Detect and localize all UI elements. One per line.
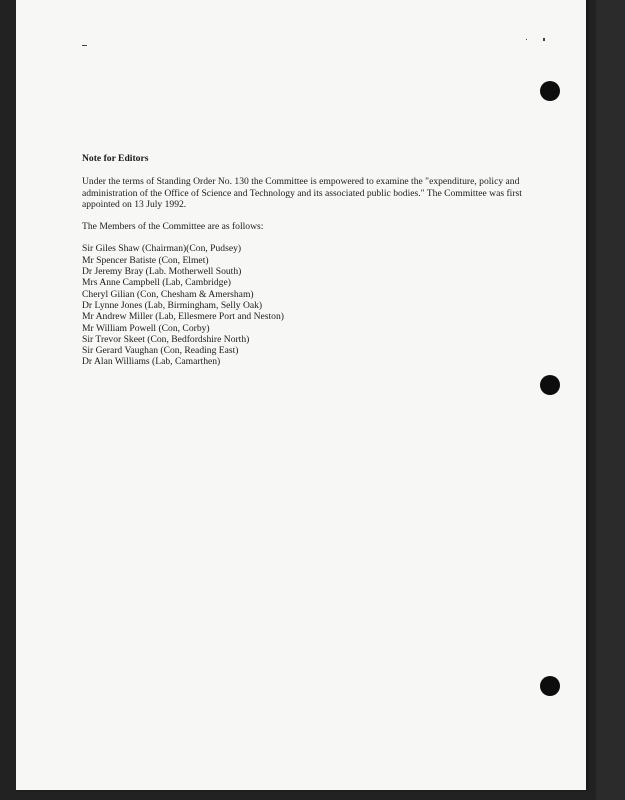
- scan-speck: [82, 45, 87, 46]
- scan-speck: [543, 38, 545, 41]
- members-intro: The Members of the Committee are as follows:: [82, 221, 264, 233]
- member-item: Sir Trevor Skeet (Con, Bedfordshire North): [82, 333, 250, 345]
- punch-hole-bottom: [540, 676, 560, 696]
- scan-speck: [526, 39, 527, 40]
- member-item: Dr Jeremy Bray (Lab. Motherwell South): [82, 266, 242, 278]
- member-item: Cheryl Gilian (Con, Chesham & Amersham): [82, 288, 254, 300]
- member-item: Mr William Powell (Con, Corby): [82, 322, 210, 334]
- member-item: Mr Andrew Miller (Lab, Ellesmere Port and Neston): [82, 311, 284, 323]
- punch-hole-middle: [540, 375, 560, 395]
- member-item: Dr Lynne Jones (Lab, Birmingham, Selly Oak): [82, 299, 263, 311]
- note-for-editors: [82, 153, 542, 368]
- member-item: Sir Giles Shaw (Chairman)(Con, Pudsey): [82, 243, 242, 255]
- binder-edge: [596, 0, 625, 800]
- member-item: Sir Gerard Vaughan (Con, Reading East): [82, 345, 239, 357]
- member-item: Mrs Anne Campbell (Lab, Cambridge): [82, 277, 231, 289]
- member-item: Mr Spencer Batiste (Con, Elmet): [82, 254, 209, 266]
- member-item: Dr Alan Williams (Lab, Camarthen): [82, 356, 221, 368]
- members-list: [82, 243, 542, 367]
- punch-hole-top: [540, 81, 560, 101]
- note-heading: Note for Editors: [82, 153, 149, 164]
- paper-sheet: [16, 0, 586, 790]
- terms-paragraph: Under the terms of Standing Order No. 130 the Committee is empowered to examine the "expenditure, policy and administration of the Office of Science and Technology and its associated public bodies." The Committee was first appointed on 13 July 1992.: [82, 176, 522, 210]
